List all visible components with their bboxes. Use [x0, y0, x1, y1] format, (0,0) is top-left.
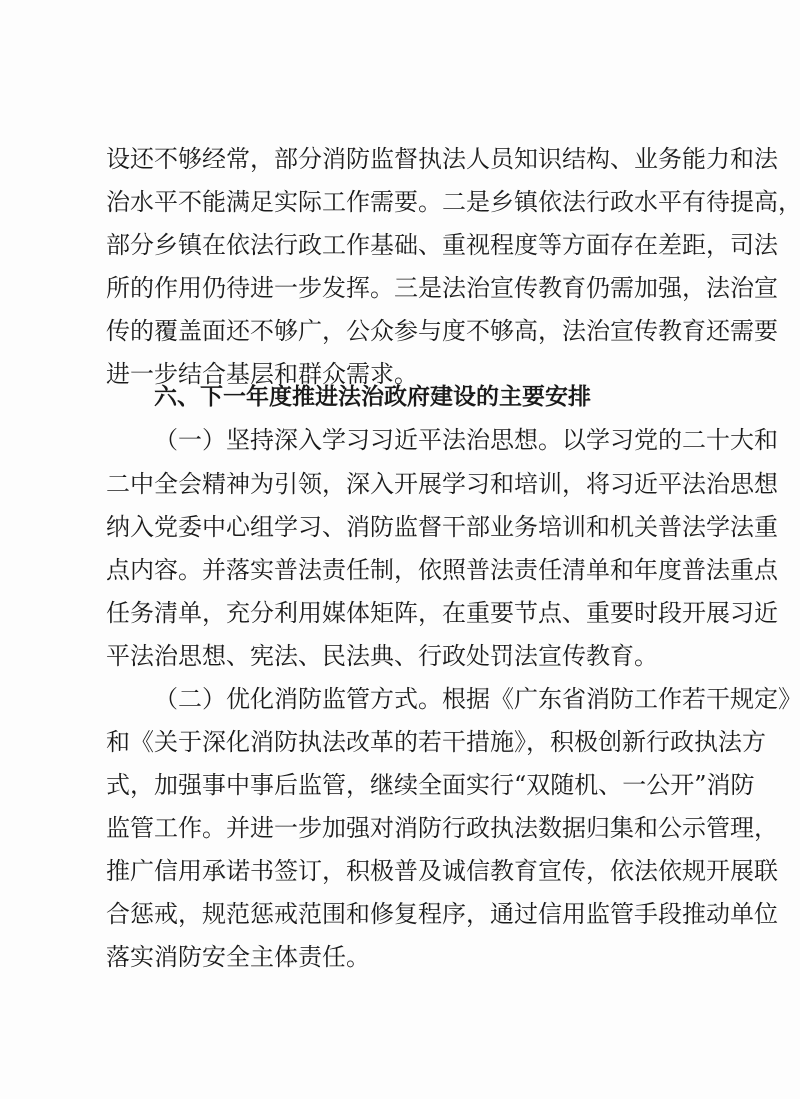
- section-heading: 六、下一年度推进法治政府建设的主要安排: [154, 384, 591, 410]
- paragraph-line: 进一步结合基层和群众需求。: [106, 360, 418, 388]
- paragraph-line: 治水平不能满足实际工作需要。二是乡镇依法行政水平有待提高，: [106, 188, 802, 216]
- paragraph-line: 传的覆盖面还不够广，公众参与度不够高，法治宣传教育还需要: [106, 317, 778, 345]
- subsection-heading-line: （一）坚持深入学习习近平法治思想。以学习党的二十大和: [154, 426, 778, 454]
- paragraph-line: 点内容。并落实普法责任制，依照普法责任清单和年度普法重点: [106, 556, 778, 584]
- paragraph-line: 和《关于深化消防执法改革的若干措施》，积极创新行政执法方: [106, 728, 766, 756]
- paragraph-line: 设还不够经常，部分消防监督执法人员知识结构、业务能力和法: [106, 145, 778, 173]
- paragraph-line: 推广信用承诺书签订，积极普及诚信教育宣传，依法依规开展联: [106, 857, 778, 885]
- paragraph-line: 平法治思想、宪法、民法典、行政处罚法宣传教育。: [106, 642, 658, 670]
- paragraph-line: 监管工作。并进一步加强对消防行政执法数据归集和公示管理，: [106, 814, 778, 842]
- subsection-heading-line: （二）优化消防监管方式。根据《广东省消防工作若干规定》: [154, 685, 802, 713]
- paragraph-line: 部分乡镇在依法行政工作基础、重视程度等方面存在差距，司法: [106, 231, 778, 259]
- paragraph-line: 合惩戒，规范惩戒范围和修复程序，通过信用监管手段推动单位: [106, 900, 778, 928]
- paragraph-line: 纳入党委中心组学习、消防监督干部业务培训和机关普法学法重: [106, 513, 778, 541]
- paragraph-line: 所的作用仍待进一步发挥。三是法治宣传教育仍需加强，法治宣: [106, 274, 778, 302]
- paragraph-line: 式，加强事中事后监管，继续全面实行“双随机、一公开”消防: [106, 771, 755, 799]
- paragraph-line: 落实消防安全主体责任。: [106, 943, 370, 971]
- paragraph-line: 任务清单，充分利用媒体矩阵，在重要节点、重要时段开展习近: [106, 599, 778, 627]
- paragraph-line: 二中全会精神为引领，深入开展学习和培训，将习近平法治思想: [106, 470, 778, 498]
